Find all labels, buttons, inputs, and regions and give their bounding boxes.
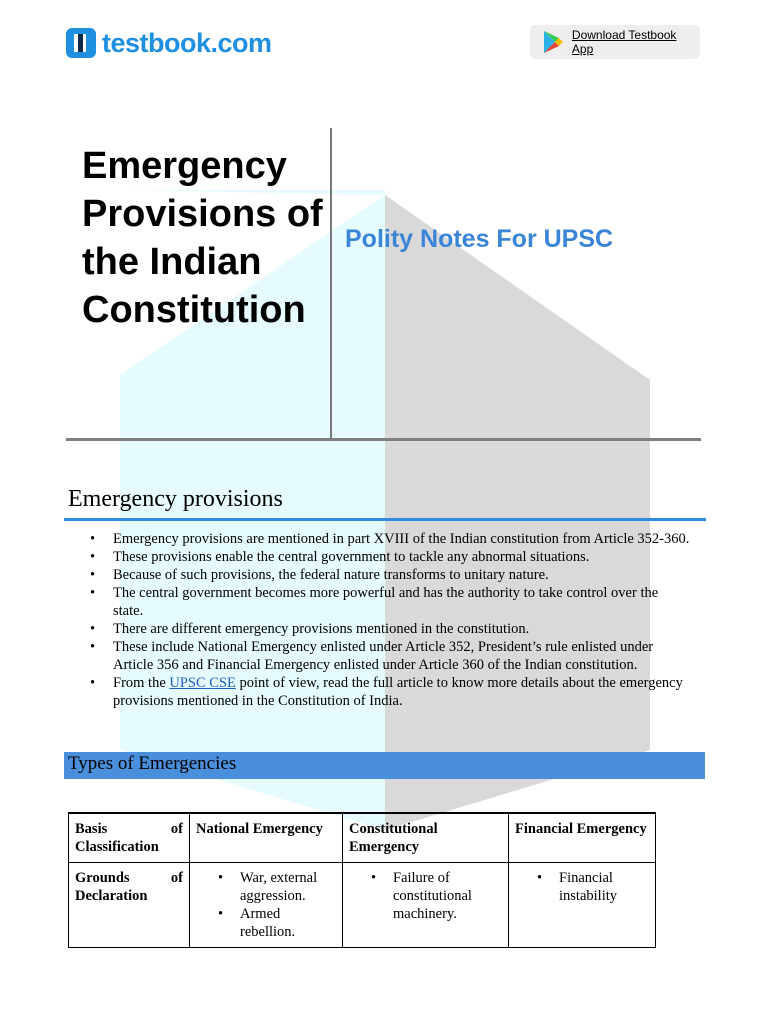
list-item	[90, 674, 690, 710]
emergency-types-table	[68, 812, 656, 948]
list-item: • The central government becomes more powerful and has the authority to take control over the state.	[90, 584, 690, 620]
list-item-text: From the	[113, 675, 170, 691]
list-item: • These provisions enable the central government to tackle any abnormal situations.	[90, 548, 690, 566]
list-item: • There are different emergency provisions mentioned in the constitution.	[90, 620, 690, 638]
list-item: • Because of such provisions, the federal nature transforms to unitary nature.	[90, 566, 690, 584]
list-item: • Armed rebellion.	[218, 905, 336, 941]
section-heading: Emergency provisions	[68, 486, 283, 512]
cell-text: Classification	[75, 839, 159, 855]
table-cell	[343, 863, 509, 948]
google-play-icon	[542, 30, 564, 54]
cell-text: of	[170, 821, 183, 837]
list-item: • Emergency provisions are mentioned in part XVIII of the Indian constitution from Article 352-360.	[90, 530, 690, 548]
download-app-button[interactable]	[530, 25, 700, 59]
table-header-cell	[69, 813, 190, 863]
cell-text: Declaration	[75, 888, 148, 904]
list-item: • War, external aggression.	[218, 869, 336, 905]
cover-horizontal-divider	[66, 438, 701, 441]
download-app-label: Download Testbook App	[571, 28, 677, 56]
list-item: • Failure of constitutional machinery.	[371, 869, 502, 923]
testbook-book-icon	[66, 28, 96, 58]
cell-text: of	[170, 870, 183, 886]
upsc-cse-link[interactable]: UPSC CSE	[169, 675, 236, 691]
table-cell	[69, 863, 190, 948]
section-rule	[64, 518, 706, 521]
list-item: • Financial instability	[537, 869, 649, 905]
table-cell	[190, 863, 343, 948]
cell-text: Basis	[75, 821, 108, 837]
document-subtitle: Polity Notes For UPSC	[345, 225, 614, 253]
table-cell	[509, 863, 656, 948]
list-item-text: point of view, read the full article to know more details about the emergency provisions mentioned in the Constitution of India.	[113, 675, 683, 709]
types-heading-bar	[64, 752, 705, 779]
logo-text: testbook.com	[102, 27, 272, 58]
emergency-bullet-list	[90, 530, 690, 710]
table-header-row	[69, 813, 656, 863]
table-header-cell: Financial Emergency	[509, 813, 656, 863]
types-heading: Types of Emergencies	[68, 753, 237, 774]
cell-text: Grounds	[75, 870, 130, 886]
table-header-cell: Constitutional Emergency	[343, 813, 509, 863]
table-header-cell: National Emergency	[190, 813, 343, 863]
table-row	[69, 863, 656, 948]
document-title: Emergency Provisions of the Indian Constitution	[82, 145, 323, 331]
testbook-logo[interactable]	[66, 26, 272, 60]
list-item: • These include National Emergency enlisted under Article 352, President’s rule enlisted under Article 356 and Financial Emergency enlisted under Article 360 of the Indian constitution.	[90, 638, 690, 674]
